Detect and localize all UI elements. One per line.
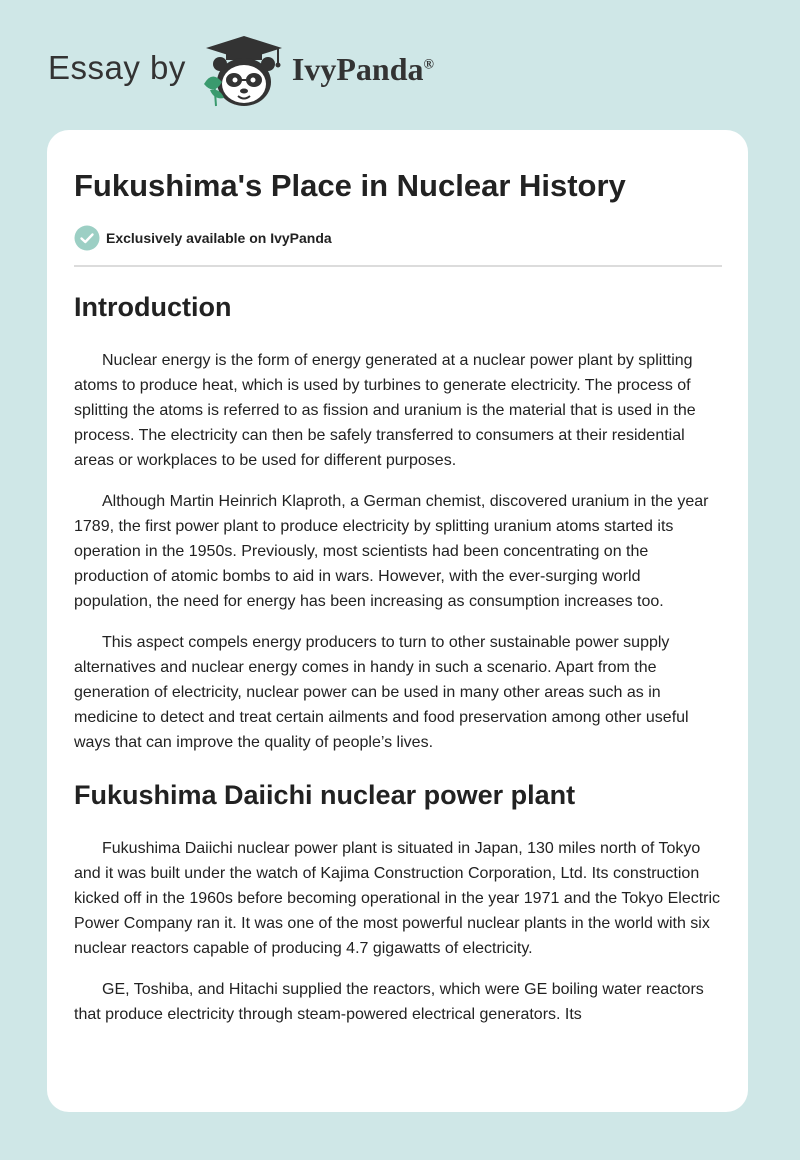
paragraph: Although Martin Heinrich Klaproth, a German chemist, discovered uranium in the year 1789, the first power plant to produce electricity by splitting uranium atoms started its operation in the 1950s. Previously, most scientists had been concentrating on the production of atomic bombs to aid in wars. However, with the ever-surging world population, the need for energy has been increasing as consumption increases too.: [74, 493, 709, 610]
site-header: [48, 30, 434, 110]
section-heading-introduction: Introduction: [74, 292, 232, 322]
check-circle-icon: [74, 225, 100, 251]
brand-name: [292, 51, 434, 88]
section-heading-fukushima-plant: Fukushima Daiichi nuclear power plant: [74, 780, 576, 810]
article-card: [47, 130, 748, 1112]
page-title: Fukushima's Place in Nuclear History: [74, 168, 626, 203]
exclusive-badge: [74, 225, 722, 251]
brand-prefix: Essay by: [48, 49, 186, 86]
exclusive-text: Exclusively available on IvyPanda: [106, 230, 332, 246]
divider: [74, 265, 722, 267]
brand-name-text: IvyPanda: [291, 50, 424, 87]
panda-logo-icon[interactable]: [200, 30, 288, 110]
paragraph: Fukushima Daiichi nuclear power plant is situated in Japan, 130 miles north of Tokyo and it was built under the watch of Kajima Construction Corporation, Ltd. Its construction kicked off in the 1960s before becoming operational in the year 1971 and the Tokyo Electric Power Company ran it. It was one of the most powerful nuclear plants in the world with six nuclear reactors capable of producing 4.7 gigawatts of electricity.: [74, 840, 721, 957]
paragraph: This aspect compels energy producers to turn to other sustainable power supply alternatives and nuclear energy comes in handy in such a scenario. Apart from the generation of electricity, nuclear power can be used in many other areas such as in medicine to detect and treat certain ailments and food preservation among other useful ways that can improve the quality of people’s lives.: [74, 634, 689, 751]
registered-mark: ®: [423, 56, 434, 72]
paragraph: GE, Toshiba, and Hitachi supplied the reactors, which were GE boiling water reactors that produce electricity through steam-powered electrical generators. Its: [74, 981, 704, 1023]
paragraph: Nuclear energy is the form of energy generated at a nuclear power plant by splitting atoms to produce heat, which is used by turbines to generate electricity. The process of splitting the atoms is referred to as fission and uranium is the material that is used in the process. The electricity can then be safely transferred to consumers at their residential areas or workplaces to be used for different purposes.: [74, 352, 696, 469]
